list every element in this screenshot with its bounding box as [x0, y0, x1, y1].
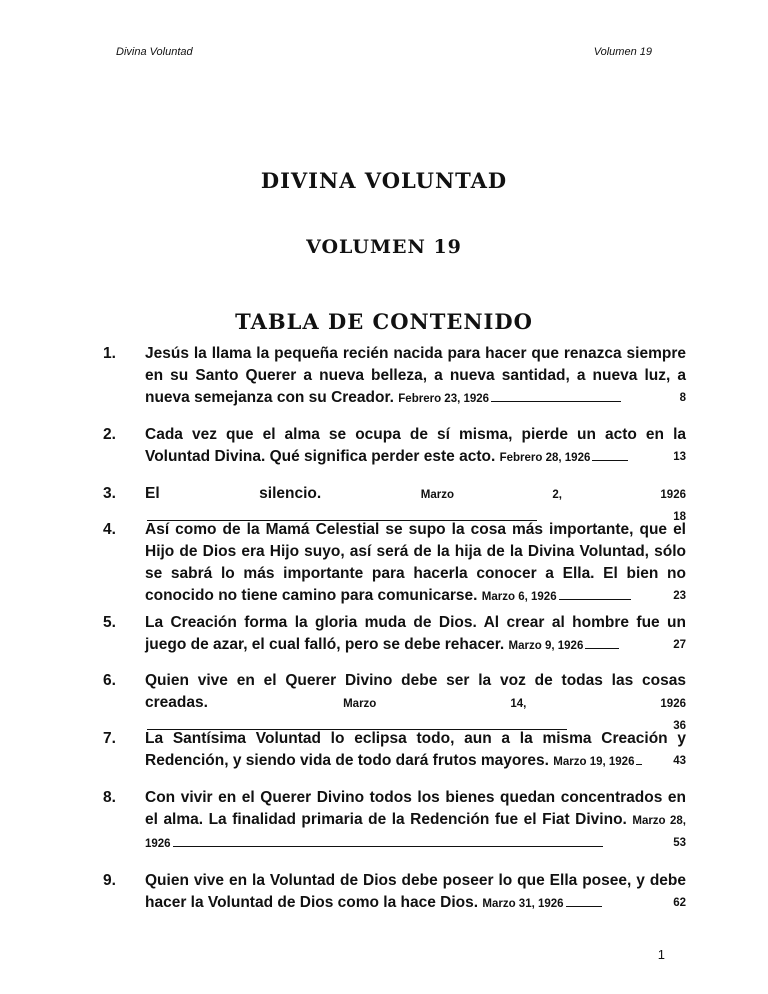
running-header-left: Divina Voluntad [116, 46, 193, 58]
entry-title: Quien vive en la Voluntad de Dios debe poseer lo que Ella posee, y debe hacer la Voluntad de Dios como la hace Dios. [145, 872, 686, 911]
entry-title: Quien vive en el Querer Divino debe ser la voz de todas las cosas creadas. [145, 672, 686, 711]
toc-entry[interactable] [103, 612, 686, 657]
entry-date: Marzo 14, 1926 [343, 698, 686, 710]
entry-date: Marzo 28, 1926 [145, 815, 686, 850]
entry-page: 8 [679, 392, 686, 404]
dot-leader [566, 892, 602, 907]
dot-leader [636, 750, 642, 765]
entry-number: 5. [103, 614, 116, 631]
entry-page: 62 [673, 897, 686, 909]
toc-entry[interactable] [103, 670, 686, 737]
entry-date: Febrero 23, 1926 [398, 393, 490, 405]
document-title: DIVINA VOLUNTAD [260, 168, 508, 193]
toc-entry[interactable] [103, 424, 686, 469]
entry-title: Así como de la Mamá Celestial se supo la cosa más importante, que el Hijo de Dios era Hijo suyo, así será de la hija de la Divina Voluntad, sólo se sabrá lo más importante para hacerla conocer a Ella. El bien no conocido no tiene camino para comunicarse. [145, 521, 686, 604]
entry-date: Marzo 2, 1926 [420, 489, 686, 501]
toc-heading: TABLA DE CONTENIDO [235, 309, 533, 334]
entry-title: Con vivir en el Querer Divino todos los bienes quedan concentrados en el alma. La finalidad primaria de la Redención fue el Fiat Divino. [145, 789, 686, 828]
toc-entry[interactable] [103, 519, 686, 608]
entry-page: 23 [673, 590, 686, 602]
entry-number: 2. [103, 426, 116, 443]
entry-title: Jesús la llama la pequeña recién nacida para hacer que renazca siempre en su Santo Querer a nueva belleza, a nueva santidad, a nueva luz, a nueva semejanza con su Creador. [145, 345, 686, 406]
entry-page: 43 [673, 755, 686, 767]
entry-date: Marzo 31, 1926 [482, 898, 564, 910]
entry-number: 4. [103, 521, 116, 538]
dot-leader [585, 634, 619, 649]
entry-number: 6. [103, 672, 116, 689]
entry-number: 7. [103, 730, 116, 747]
entry-date: Febrero 28, 1926 [499, 452, 591, 464]
dot-leader [173, 832, 603, 847]
entry-page: 53 [673, 837, 686, 849]
dot-leader [491, 387, 621, 402]
entry-date: Marzo 19, 1926 [553, 756, 635, 768]
toc-entry[interactable] [103, 343, 686, 410]
entry-number: 3. [103, 485, 116, 502]
dot-leader [559, 585, 631, 600]
dot-leader [592, 446, 628, 461]
toc-entry[interactable] [103, 787, 686, 855]
entry-page: 27 [673, 639, 686, 651]
entry-page: 36 [673, 720, 686, 732]
entry-title: Cada vez que el alma se ocupa de sí misma, pierde un acto en la Voluntad Divina. Qué significa perder este acto. [145, 426, 686, 465]
entry-date: Marzo 6, 1926 [481, 591, 557, 603]
entry-number: 1. [103, 345, 116, 362]
running-header-right: Volumen 19 [593, 46, 652, 58]
page-number: 1 [657, 947, 665, 962]
entry-number: 9. [103, 872, 116, 889]
entry-date: Marzo 9, 1926 [508, 640, 584, 652]
volume-title: VOLUMEN 19 [306, 236, 462, 258]
entry-title: El silencio. [145, 485, 322, 502]
entry-title: La Santísima Voluntad lo eclipsa todo, aun a la misma Creación y Redención, y siendo vida de todo dará frutos mayores. [145, 730, 686, 769]
entry-number: 8. [103, 789, 116, 806]
toc-entry[interactable] [103, 728, 686, 773]
entry-title: La Creación forma la gloria muda de Dios. Al crear al hombre fue un juego de azar, el cual falló, pero se debe rehacer. [145, 614, 686, 653]
entry-page: 18 [673, 511, 686, 523]
entry-page: 13 [673, 451, 686, 463]
toc-entry[interactable] [103, 870, 686, 915]
